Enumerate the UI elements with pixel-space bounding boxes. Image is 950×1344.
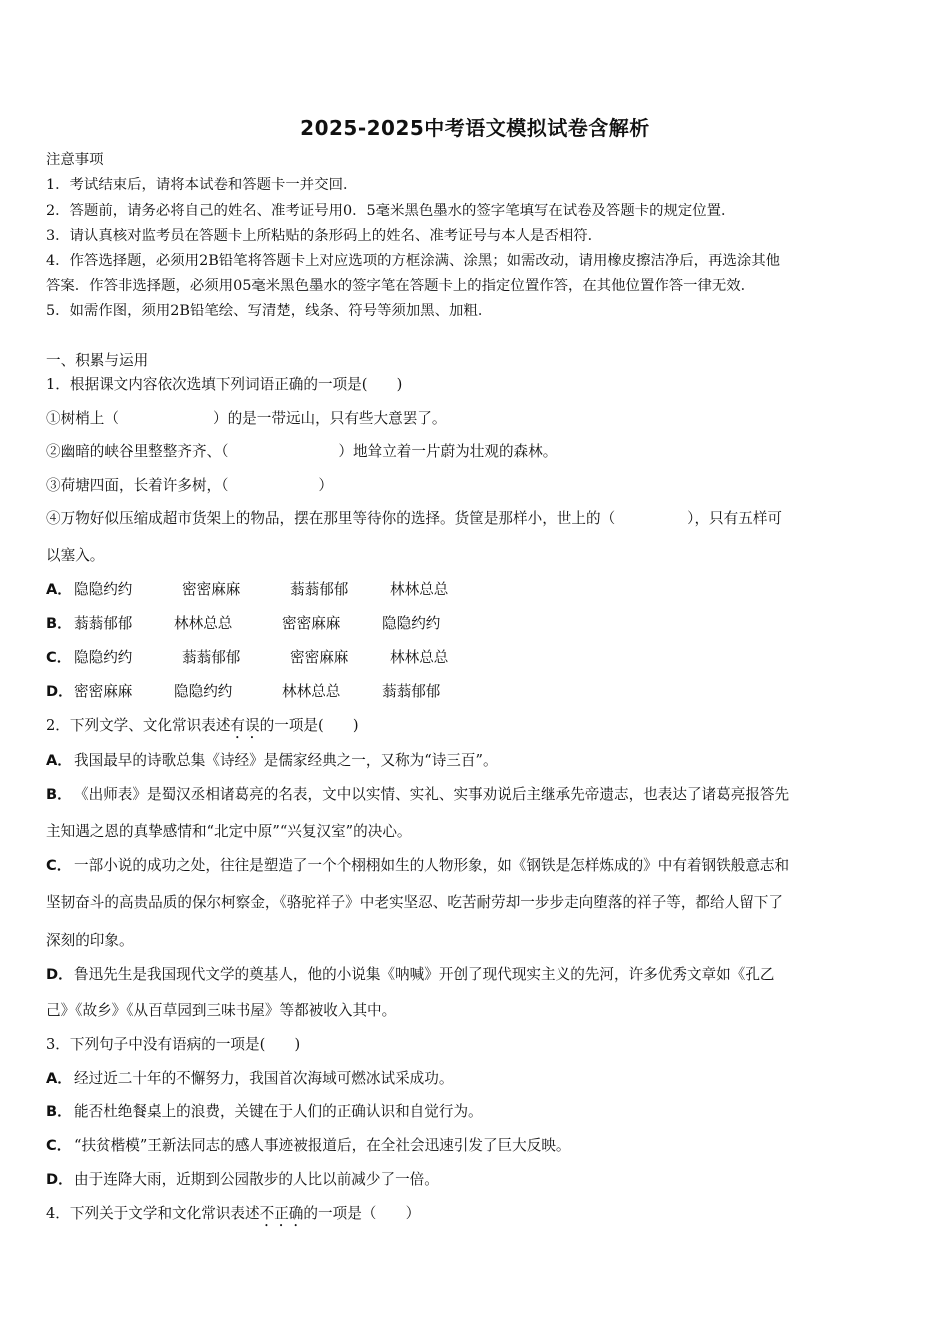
option-word: 密密麻麻 — [182, 581, 241, 598]
q2-option-a — [46, 751, 498, 771]
option-word: 蓊蓊郁郁 — [290, 581, 349, 598]
option-text: “扶贫楷模”王新法同志的感人事迹被报道后，在全社会迅速引发了巨大反映。 — [74, 1137, 571, 1154]
q1-sentence-4-cont: 以塞入。 — [46, 547, 105, 564]
option-text: 能否杜绝餐桌上的浪费，关键在于人们的正确认识和自觉行为。 — [74, 1103, 483, 1120]
q2-stem-emphasis: 有误 — [230, 717, 260, 734]
option-word: 蓊蓊郁郁 — [182, 649, 241, 666]
q1-s3-text-b: ） — [318, 477, 334, 494]
q3-option-d — [46, 1170, 439, 1190]
option-label: B． — [46, 1103, 72, 1120]
notice-item-3: 3．请认真核对监考员在答题卡上所粘贴的条形码上的姓名、准考证号与本人是否相符． — [46, 228, 603, 244]
option-word: 隐隐约约 — [74, 581, 133, 598]
option-label: A． — [46, 752, 72, 769]
option-label: D． — [46, 966, 73, 983]
q4-stem-emphasis: 不正确 — [259, 1205, 304, 1222]
q2-option-c-cont: 坚韧奋斗的高贵品质的保尔柯察金，《骆驼祥子》中老实坚忍、吃苦耐劳却一步步走向堕落的祥子等，都给人留下了 — [46, 894, 783, 911]
q2-option-b — [46, 785, 789, 805]
q1-stem: 1．根据课文内容依次选填下列词语正确的一项是( ) — [46, 376, 403, 393]
q1-s1-text-b: ）的是一带远山，只有些大意罢了。 — [212, 410, 447, 427]
q2-stem-a: 2．下列文学、文化常识表述 — [46, 717, 231, 734]
q4-stem — [46, 1204, 420, 1230]
option-word: 林林总总 — [174, 615, 233, 632]
option-word: 林林总总 — [390, 649, 449, 666]
q4-stem-a: 4．下列关于文学和文化常识表述 — [46, 1205, 260, 1222]
option-label: C． — [46, 1137, 72, 1154]
q1-sentence-2 — [46, 442, 557, 462]
q3-option-b — [46, 1102, 483, 1122]
q2-stem-b: 的一项是( ) — [259, 717, 359, 734]
q3-stem: 3．下列句子中没有语病的一项是( ) — [46, 1036, 301, 1053]
option-text: 我国最早的诗歌总集《诗经》是儒家经典之一，又称为“诗三百”。 — [74, 752, 498, 769]
option-text: 一部小说的成功之处，往往是塑造了一个个栩栩如生的人物形象，如《钢铁是怎样炼成的》中有着钢铁般意志和 — [74, 857, 790, 874]
page-title: 2025-2025中考语文模拟试卷含解析 — [300, 116, 650, 140]
option-label: D． — [46, 1171, 73, 1188]
option-word: 蓊蓊郁郁 — [382, 683, 441, 700]
q1-option-b — [46, 614, 490, 634]
q2-stem — [46, 716, 359, 742]
q1-s4-text-b: ），只有五样可 — [687, 510, 783, 527]
option-label: C． — [46, 649, 72, 666]
notice-item-1: 1．考试结束后，请将本试卷和答题卡一并交回． — [46, 177, 358, 193]
option-label: B． — [46, 615, 72, 632]
option-label: A． — [46, 1070, 72, 1087]
option-word: 林林总总 — [282, 683, 341, 700]
q1-option-a — [46, 580, 498, 600]
notice-item-2: 2．答题前，请务必将自己的姓名、准考证号用0．5毫米黑色墨水的签字笔填写在试卷及答题卡的规定位置． — [46, 203, 736, 219]
q1-option-c — [46, 648, 498, 668]
option-word: 林林总总 — [390, 581, 449, 598]
q2-option-b-cont: 主知遇之恩的真挚感情和“北定中原”“兴复汉室”的决心。 — [46, 823, 412, 840]
q1-s1-text-a: ①树梢上（ — [46, 410, 119, 427]
notice-item-5: 5．如需作图，须用2B铅笔绘、写清楚，线条、符号等须加黑、加粗． — [46, 303, 493, 319]
option-word: 密密麻麻 — [282, 615, 341, 632]
q1-s2-text-a: ②幽暗的峡谷里整整齐齐、（ — [46, 443, 229, 460]
q1-s3-text-a: ③荷塘四面，长着许多树，（ — [46, 477, 229, 494]
option-text: 鲁迅先生是我国现代文学的奠基人，他的小说集《呐喊》开创了现代现实主义的先河，许多优秀文章如《孔乙 — [74, 966, 775, 983]
option-word: 密密麻麻 — [290, 649, 349, 666]
q2-option-c-cont2: 深刻的印象。 — [46, 932, 134, 949]
option-word: 隐隐约约 — [74, 649, 133, 666]
q1-s4-text-a: ④万物好似压缩成超市货架上的物品，摆在那里等待你的选择。货筐是那样小，世上的（ — [46, 510, 616, 527]
q4-stem-b: 的一项是（ ） — [303, 1205, 421, 1222]
option-text: 经过近二十年的不懈努力，我国首次海域可燃冰试采成功。 — [74, 1070, 454, 1087]
option-word: 蓊蓊郁郁 — [74, 615, 133, 632]
option-text: 《出师表》是蜀汉丞相诸葛亮的名表，文中以实情、实礼、实事劝说后主继承先帝遗志，也表达了诸葛亮报答先 — [74, 786, 790, 803]
q1-sentence-1 — [46, 409, 447, 429]
option-word: 隐隐约约 — [382, 615, 441, 632]
q3-option-a — [46, 1069, 453, 1089]
option-word: 密密麻麻 — [74, 683, 133, 700]
notice-item-4-cont: 答案．作答非选择题，必须用05毫米黑色墨水的签字笔在答题卡上的指定位置作答，在其他位置作答一律无效． — [46, 278, 756, 294]
option-label: D． — [46, 683, 73, 700]
q1-sentence-3 — [46, 476, 333, 496]
notice-item-4: 4．作答选择题，必须用2B铅笔将答题卡上对应选项的方框涂满、涂黑；如需改动，请用橡皮擦洁净后，再选涂其他 — [46, 253, 781, 269]
q2-option-c — [46, 856, 789, 876]
q1-s2-text-b: ）地耸立着一片蔚为壮观的森林。 — [338, 443, 558, 460]
option-label: B． — [46, 786, 72, 803]
section-heading: 一、积累与运用 — [46, 352, 149, 369]
q1-option-d — [46, 682, 490, 702]
q1-sentence-4 — [46, 509, 782, 529]
notice-heading: 注意事项 — [46, 152, 104, 168]
option-label: A． — [46, 581, 72, 598]
option-word: 隐隐约约 — [174, 683, 233, 700]
q2-option-d-cont: 己》《故乡》《从百草园到三味书屋》等都被收入其中。 — [46, 1002, 397, 1019]
q2-option-d — [46, 965, 775, 985]
q3-option-c — [46, 1136, 571, 1156]
option-label: C． — [46, 857, 72, 874]
option-text: 由于连降大雨，近期到公园散步的人比以前减少了一倍。 — [74, 1171, 439, 1188]
